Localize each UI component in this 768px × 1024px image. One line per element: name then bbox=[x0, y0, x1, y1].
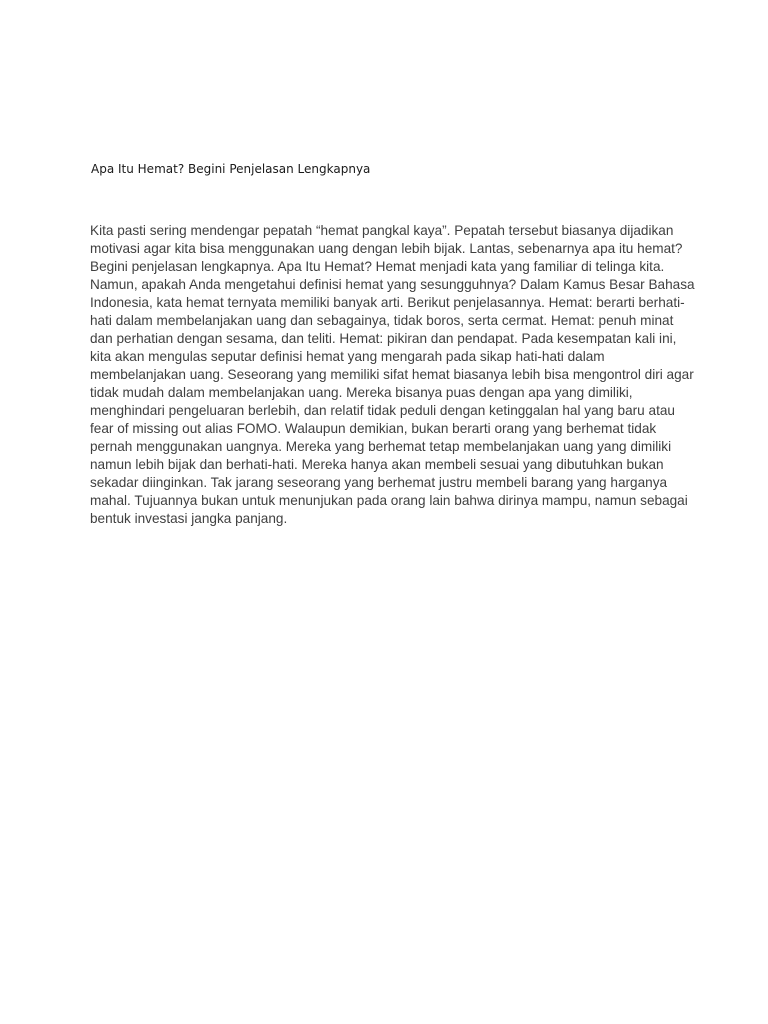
body-line: Indonesia, kata hemat ternyata memiliki banyak arti. Berikut penjelasannya. Hemat: berarti berhati- bbox=[90, 295, 685, 310]
body-line: pernah menggunakan uangnya. Mereka yang berhemat tetap membelanjakan uang yang dimiliki bbox=[90, 439, 672, 454]
body-line: bentuk investasi jangka panjang. bbox=[90, 511, 288, 526]
body-line: membelanjakan uang. Seseorang yang memiliki sifat hemat biasanya lebih bisa mengontrol diri agar bbox=[90, 367, 694, 382]
body-line: motivasi agar kita bisa menggunakan uang dengan lebih bijak. Lantas, sebenarnya apa itu hemat? bbox=[90, 241, 683, 256]
document-title: Apa Itu Hemat? Begini Penjelasan Lengkapnya bbox=[91, 162, 371, 176]
document-body bbox=[90, 222, 695, 528]
body-line: namun lebih bijak dan berhati-hati. Mereka hanya akan membeli sesuai yang dibutuhkan bukan bbox=[90, 457, 664, 472]
body-line: sekadar diinginkan. Tak jarang seseorang yang berhemat justru membeli barang yang harganya bbox=[90, 475, 668, 490]
body-line: menghindari pengeluaran berlebih, dan relatif tidak peduli dengan ketinggalan hal yang baru atau bbox=[90, 403, 675, 418]
body-line: hati dalam membelanjakan uang dan sebagainya, tidak boros, serta cermat. Hemat: penuh minat bbox=[90, 313, 674, 328]
body-line: mahal. Tujuannya bukan untuk menunjukan pada orang lain bahwa dirinya mampu, namun sebagai bbox=[90, 493, 688, 508]
body-line: kita akan mengulas seputar definisi hemat yang mengarah pada sikap hati-hati dalam bbox=[90, 349, 605, 364]
body-line: fear of missing out alias FOMO. Walaupun demikian, bukan berarti orang yang berhemat tidak bbox=[90, 421, 657, 436]
body-line: Namun, apakah Anda mengetahui definisi hemat yang sesungguhnya? Dalam Kamus Besar Bahasa bbox=[90, 277, 695, 292]
body-line: tidak mudah dalam membelanjakan uang. Mereka bisanya puas dengan apa yang dimiliki, bbox=[90, 385, 633, 400]
body-line: Begini penjelasan lengkapnya. Apa Itu Hemat? Hemat menjadi kata yang familiar di telinga kita. bbox=[90, 259, 665, 274]
body-line: Kita pasti sering mendengar pepatah “hemat pangkal kaya”. Pepatah tersebut biasanya dijadikan bbox=[90, 223, 674, 238]
body-line: dan perhatian dengan sesama, dan teliti. Hemat: pikiran dan pendapat. Pada kesempatan kali ini, bbox=[90, 331, 677, 346]
